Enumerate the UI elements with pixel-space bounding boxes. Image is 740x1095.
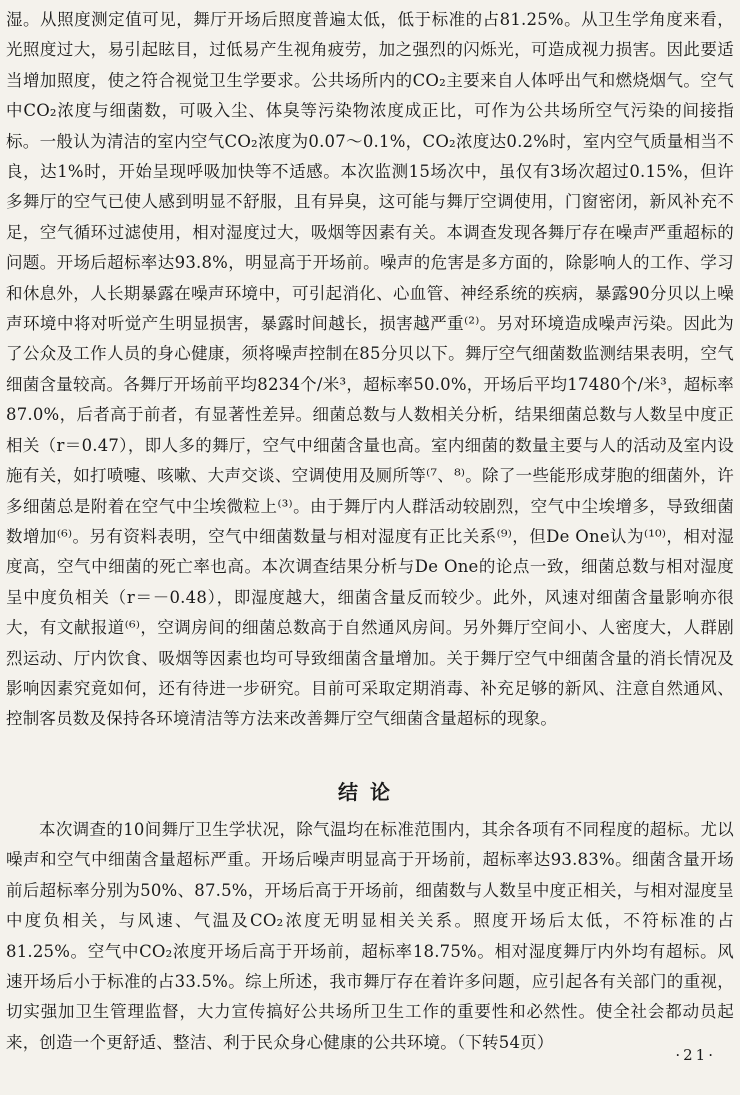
conclusion-heading: 结论: [338, 780, 402, 804]
page-number: ·21·: [675, 1046, 716, 1064]
conclusion-paragraph: 本次调查的10间舞厅卫生学状况，除气温均在标准范围内，其余各项有不同程度的超标。尤以噪声和空气中细菌含量超标严重。开场后噪声明显高于开场前，超标率达93.83%。细菌含量开场前后超标率分别为50%、87.5%，开场后高于开场前，细菌数与人数呈中度正相关，与相对湿度呈中度负相关，与风速、气温及CO₂浓度无明显相关关系。照度开场后太低，不符标准的占81.25%。空气中CO₂浓度开场后高于开场前，超标率18.75%。相对湿度舞厅内外均有超标。风速开场后小于标准的占33.5%。综上所述，我市舞厅存在着许多问题，应引起各有关部门的重视，切实强加卫生管理监督，大力宣传搞好公共场所卫生工作的重要性和必然性。使全社会都动员起来，创造一个更舒适、整洁、利于民众身心健康的公共环境。（下转54页）: [6, 820, 734, 1052]
discussion-paragraph: 湿。从照度测定值可见，舞厅开场后照度普遍太低，低于标准的占81.25%。从卫生学角度来看，光照度过大，易引起眩目，过低易产生视角疲劳，加之强烈的闪烁光，可造成视力损害。因此要适当增加照度，使之符合视觉卫生学要求。公共场所内的CO₂主要来自人体呼出气和燃烧烟气。空气中CO₂浓度与细菌数，可吸入尘、体臭等污染物浓度成正比，可作为公共场所空气污染的间接指标。一般认为清洁的室内空气CO₂浓度为0.07～0.1%，CO₂浓度达0.2%时，室内空气质量相当不良，达1%时，开始呈现呼吸加快等不适感。本次监测15场次中，虽仅有3场次超过0.15%，但许多舞厅的空气已使人感到明显不舒服，且有异臭，这可能与舞厅空调使用，门窗密闭，新风补充不足，空气循环过滤使用，相对湿度过大，吸烟等因素有关。本调查发现各舞厅存在噪声严重超标的问题。开场后超标率达93.8%，明显高于开场前。噪声的危害是多方面的，除影响人的工作、学习和休息外，人长期暴露在噪声环境中，可引起消化、心血管、神经系统的疾病，暴露90分贝以上噪声环境中将对听觉产生明显损害，暴露时间越长，损害越严重⁽²⁾。另对环境造成噪声污染。因此为了公众及工作人员的身心健康，须将噪声控制在85分贝以下。舞厅空气细菌数监测结果表明，空气细菌含量较高。各舞厅开场前平均8234个/米³，超标率50.0%，开场后平均17480个/米³，超标率87.0%，后者高于前者，有显著性差异。细菌总数与人数相关分析，结果细菌总数与人数呈中度正相关（r＝0.47），即人多的舞厅，空气中细菌含量也高。室内细菌的数量主要与人的活动及室内设施有关，如打喷嚏、咳嗽、大声交谈、空调使用及厕所等⁽⁷、⁸⁾。除了一些能形成芽胞的细菌外，许多细菌总是附着在空气中尘埃微粒上⁽³⁾。由于舞厅内人群活动较剧烈，空气中尘埃增多，导致细菌数增加⁽⁶⁾。另有资料表明，空气中细菌数量与相对湿度有正比关系⁽⁹⁾，但De One认为⁽¹⁰⁾，相对湿度高，空气中细菌的死亡率也高。本次调查结果分析与De One的论点一致，细菌总数与相对湿度呈中度负相关（r＝－0.48），即湿度越大，细菌含量反而较少。此外，风速对细菌含量影响亦很大，有文献报道⁽⁶⁾，空调房间的细菌总数高于自然通风房间。另外舞厅空间小、人密度大，人群剧烈运动、厅内饮食、吸烟等因素也均可导致细菌含量增加。关于舞厅空气中细菌含量的消长情况及影响因素究竟如何，还有待进一步研究。目前可采取定期消毒、补充足够的新风、注意自然通风、控制客员数及保持各环境清洁等方法来改善舞厅空气细菌含量超标的现象。: [6, 10, 734, 729]
document-page: [6, 0, 734, 1095]
